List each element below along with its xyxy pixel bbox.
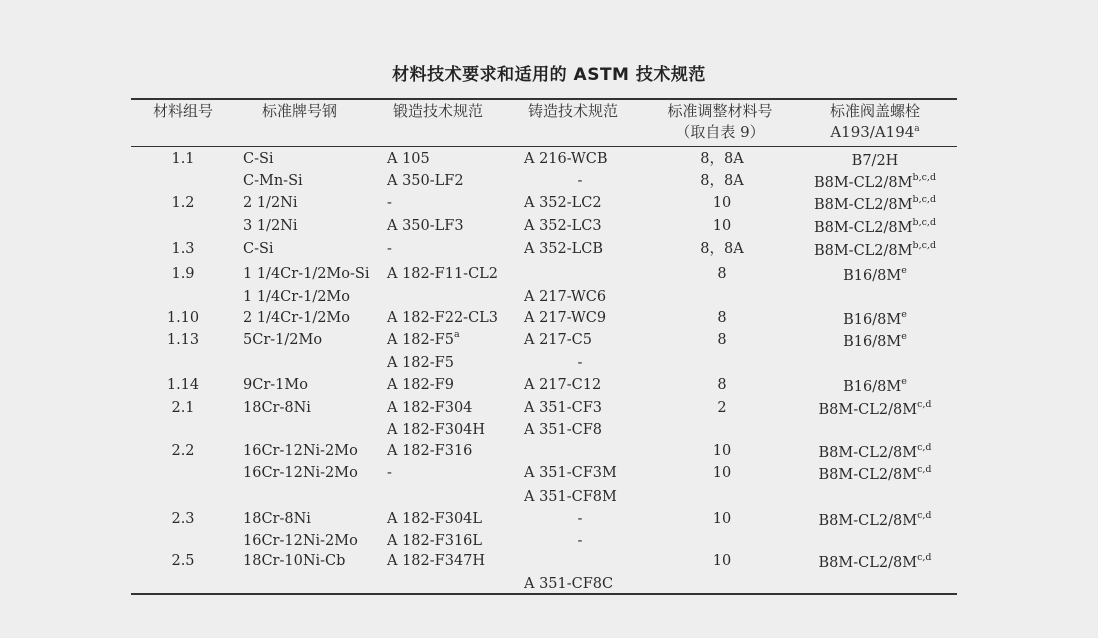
cell-material (660, 149, 784, 169)
cell-steel-text: C-Si (243, 151, 274, 167)
cell-forging (387, 353, 454, 373)
cell-casting-text: A 217-C5 (524, 332, 592, 348)
cell-casting-text: - (577, 533, 583, 549)
cell-material-text: 10 (712, 553, 732, 569)
cell-group (143, 239, 223, 259)
header-bolt (805, 101, 945, 143)
header-group-label: 材料组号 (152, 102, 213, 120)
cell-forging-text: A 350-LF2 (387, 173, 464, 189)
cell-bolt-footnote: c,d (917, 399, 932, 410)
cell-material (660, 375, 784, 395)
cell-casting-text: A 351-CF8 (524, 422, 603, 438)
cell-material (660, 193, 784, 213)
cell-forging (387, 149, 430, 169)
cell-material-text: 10 (712, 195, 732, 211)
cell-forging-text: A 182-F304 (387, 400, 473, 416)
cell-forging-text: A 182-F22-CL3 (387, 310, 499, 326)
cell-forging-text: A 182-F316L (387, 533, 483, 549)
cell-casting (524, 171, 636, 191)
cell-steel (243, 441, 358, 461)
cell-bolt-text: B16/8M (843, 334, 902, 350)
cell-steel-text: C-Mn-Si (243, 173, 303, 189)
cell-bolt (805, 553, 945, 573)
cell-bolt-text: B8M-CL2/8M (813, 175, 913, 191)
cell-bolt-footnote: b,c,d (912, 172, 937, 183)
cell-steel-text: 16Cr-12Ni-2Mo (243, 533, 358, 549)
cell-material-text: 8 (717, 377, 727, 393)
cell-group (143, 441, 223, 461)
cell-steel (243, 375, 308, 395)
cell-bolt (805, 511, 945, 531)
cell-material-text: 8，8A (700, 241, 744, 257)
cell-steel-text: C-Si (243, 241, 274, 257)
cell-steel (243, 193, 298, 213)
cell-group-text: 1.3 (171, 241, 195, 257)
cell-bolt-footnote: c,d (917, 442, 932, 453)
cell-group-text: 1.13 (166, 332, 200, 348)
cell-material (660, 398, 784, 418)
cell-forging-text: A 182-F5 (387, 332, 454, 348)
cell-bolt-footnote: b,c,d (912, 240, 937, 251)
cell-material-text: 2 (717, 400, 727, 416)
cell-group-text: 1.14 (166, 377, 200, 393)
cell-forging-text: A 105 (387, 151, 430, 167)
header-casting-label: 铸造技术规范 (528, 102, 619, 120)
cell-casting-text: A 216-WCB (524, 151, 608, 167)
header-forging-label: 锻造技术规范 (393, 102, 484, 120)
cell-material-text: 10 (712, 218, 732, 234)
cell-forging (387, 193, 392, 213)
cell-group-text: 1.9 (171, 266, 195, 282)
header-bolt-line2 (805, 122, 945, 143)
cell-group-text: 2.2 (171, 443, 195, 459)
cell-forging-text: A 182-F9 (387, 377, 454, 393)
cell-group (143, 193, 223, 213)
header-bolt-spec: A193/A194 (830, 123, 915, 141)
cell-steel (243, 264, 369, 284)
cell-bolt-footnote: b,c,d (912, 217, 937, 228)
cell-bolt-text: B8M-CL2/8M (813, 243, 913, 259)
cell-bolt-text: B7/2H (851, 153, 899, 169)
cell-casting-text: A 217-WC9 (524, 310, 607, 326)
cell-bolt (805, 151, 945, 171)
cell-material (660, 551, 784, 571)
cell-forging (387, 375, 454, 395)
cell-material (660, 216, 784, 236)
cell-material (660, 330, 784, 350)
cell-casting (524, 375, 601, 395)
cell-casting-text: A 351-CF3 (524, 400, 603, 416)
header-forging (393, 101, 483, 122)
cell-material-text: 8，8A (700, 173, 744, 189)
cell-forging-text: A 182-F304H (387, 422, 486, 438)
cell-bolt (805, 443, 945, 463)
cell-material (660, 463, 784, 483)
cell-steel-text: 18Cr-8Ni (243, 511, 311, 527)
cell-casting (524, 216, 602, 236)
cell-bolt (805, 195, 945, 215)
cell-casting (524, 330, 592, 350)
cell-forging-footnote: a (453, 329, 460, 340)
table-top-rule (131, 98, 957, 100)
header-steel-label: 标准牌号钢 (262, 102, 338, 120)
cell-group (143, 264, 223, 284)
header-bolt-line1: 标准阀盖螺栓 (829, 102, 920, 120)
cell-bolt-text: B8M-CL2/8M (818, 445, 918, 461)
cell-steel-text: 18Cr-10Ni-Cb (243, 553, 346, 569)
cell-bolt (805, 218, 945, 238)
cell-bolt (805, 266, 945, 286)
cell-bolt (805, 241, 945, 261)
cell-forging (387, 551, 485, 571)
cell-forging-text: A 182-F304L (387, 511, 483, 527)
cell-bolt (805, 310, 945, 330)
cell-forging-text: - (387, 465, 392, 481)
cell-group (143, 149, 223, 169)
cell-bolt (805, 377, 945, 397)
cell-material-text: 8 (717, 266, 727, 282)
cell-casting-text: A 352-LCB (524, 241, 604, 257)
cell-casting (524, 308, 606, 328)
cell-steel-text: 16Cr-12Ni-2Mo (243, 443, 358, 459)
cell-material-text: 10 (712, 443, 732, 459)
cell-bolt-text: B8M-CL2/8M (818, 402, 918, 418)
cell-material (660, 239, 784, 259)
cell-casting-text: - (577, 511, 583, 527)
header-bolt-footnote: a (914, 124, 920, 134)
cell-casting-text: A 351-CF8C (524, 576, 614, 592)
cell-forging-text: A 182-F347H (387, 553, 486, 569)
cell-group (143, 375, 223, 395)
cell-casting (524, 149, 608, 169)
cell-group (143, 551, 223, 571)
cell-forging (387, 171, 464, 191)
cell-steel-text: 9Cr-1Mo (243, 377, 308, 393)
cell-forging (387, 420, 485, 440)
header-material-line2: （取自表 9） (675, 123, 765, 141)
cell-steel (243, 171, 303, 191)
cell-group-text: 2.1 (171, 400, 195, 416)
cell-group (143, 308, 223, 328)
cell-material-text: 8，8A (700, 151, 744, 167)
cell-forging (387, 239, 392, 259)
cell-forging (387, 441, 472, 461)
cell-material (660, 308, 784, 328)
cell-bolt-footnote: e (901, 376, 907, 387)
cell-casting (524, 193, 602, 213)
cell-casting-text: - (577, 173, 583, 189)
cell-bolt-text: B16/8M (843, 312, 902, 328)
table-title: 材料技术要求和适用的 ASTM 技术规范 (392, 65, 706, 85)
cell-forging (387, 531, 482, 551)
cell-material-text: 8 (717, 310, 727, 326)
cell-steel (243, 308, 350, 328)
cell-bolt-text: B8M-CL2/8M (813, 220, 913, 236)
cell-forging-text: A 182-F5 (387, 355, 454, 371)
cell-forging (387, 463, 392, 483)
cell-casting (524, 509, 636, 529)
cell-steel (243, 149, 274, 169)
cell-casting (524, 531, 636, 551)
cell-bolt-footnote: c,d (917, 552, 932, 563)
cell-bolt-footnote: e (901, 265, 907, 276)
cell-bolt-text: B16/8M (843, 379, 902, 395)
cell-casting-text: A 217-C12 (524, 377, 602, 393)
cell-forging-text: A 182-F11-CL2 (387, 266, 499, 282)
cell-group-text: 2.5 (171, 553, 195, 569)
header-bottom-rule (131, 146, 957, 147)
header-group (143, 101, 223, 122)
cell-steel (243, 239, 274, 259)
cell-group-text: 2.3 (171, 511, 195, 527)
cell-forging (387, 330, 460, 350)
cell-casting-text: A 217-WC6 (524, 289, 607, 305)
cell-casting (524, 398, 602, 418)
cell-group (143, 509, 223, 529)
cell-casting (524, 463, 617, 483)
cell-forging (387, 398, 472, 418)
cell-casting-text: A 351-CF3M (524, 465, 617, 481)
cell-steel (243, 463, 358, 483)
header-material-line1: 标准调整材料号 (667, 102, 773, 120)
cell-steel-text: 16Cr-12Ni-2Mo (243, 465, 358, 481)
cell-forging (387, 216, 464, 236)
cell-group-text: 1.10 (166, 310, 200, 326)
cell-forging (387, 509, 482, 529)
cell-casting-text: A 352-LC2 (524, 195, 602, 211)
cell-casting (524, 574, 613, 594)
cell-casting-text: - (577, 355, 583, 371)
cell-steel-text: 2 1/2Ni (243, 195, 298, 211)
cell-casting-text: A 351-CF8M (524, 489, 617, 505)
cell-bolt-footnote: e (901, 331, 907, 342)
cell-bolt (805, 400, 945, 420)
cell-casting-text: A 352-LC3 (524, 218, 602, 234)
cell-forging (387, 308, 498, 328)
cell-forging-text: A 350-LF3 (387, 218, 464, 234)
cell-material (660, 509, 784, 529)
cell-steel (243, 216, 298, 236)
cell-forging-text: - (387, 241, 392, 257)
cell-bolt-text: B16/8M (843, 268, 902, 284)
cell-casting (524, 287, 606, 307)
cell-material-text: 10 (712, 465, 732, 481)
cell-steel-text: 1 1/4Cr-1/2Mo (243, 289, 351, 305)
cell-group-text: 1.1 (171, 151, 195, 167)
cell-bolt (805, 173, 945, 193)
cell-bolt-text: B8M-CL2/8M (818, 467, 918, 483)
cell-bolt (805, 465, 945, 485)
header-material (645, 101, 795, 143)
cell-forging-text: - (387, 195, 392, 211)
cell-material-text: 10 (712, 511, 732, 527)
cell-casting (524, 239, 603, 259)
cell-steel (243, 330, 322, 350)
cell-material (660, 171, 784, 191)
cell-steel (243, 287, 350, 307)
cell-group (143, 330, 223, 350)
cell-bolt (805, 332, 945, 352)
cell-material (660, 264, 784, 284)
cell-bolt-footnote: e (901, 309, 907, 320)
cell-steel (243, 531, 358, 551)
cell-steel (243, 398, 311, 418)
cell-material-text: 8 (717, 332, 727, 348)
cell-steel-text: 18Cr-8Ni (243, 400, 311, 416)
cell-bolt-text: B8M-CL2/8M (818, 555, 918, 571)
cell-bolt-text: B8M-CL2/8M (813, 197, 913, 213)
cell-steel-text: 5Cr-1/2Mo (243, 332, 323, 348)
cell-bolt-text: B8M-CL2/8M (818, 513, 918, 529)
cell-steel (243, 509, 311, 529)
cell-bolt-footnote: c,d (917, 464, 932, 475)
cell-casting (524, 487, 617, 507)
cell-steel-text: 3 1/2Ni (243, 218, 298, 234)
cell-group (143, 398, 223, 418)
cell-bolt-footnote: b,c,d (912, 194, 937, 205)
cell-forging (387, 264, 498, 284)
cell-group-text: 1.2 (171, 195, 195, 211)
cell-material (660, 441, 784, 461)
cell-casting (524, 353, 636, 373)
header-steel (262, 101, 337, 122)
cell-steel-text: 2 1/4Cr-1/2Mo (243, 310, 351, 326)
cell-bolt-footnote: c,d (917, 510, 932, 521)
header-casting (528, 101, 618, 122)
cell-forging-text: A 182-F316 (387, 443, 473, 459)
cell-casting (524, 420, 602, 440)
cell-steel (243, 551, 345, 571)
table-bottom-rule (131, 593, 957, 595)
cell-steel-text: 1 1/4Cr-1/2Mo-Si (243, 266, 370, 282)
